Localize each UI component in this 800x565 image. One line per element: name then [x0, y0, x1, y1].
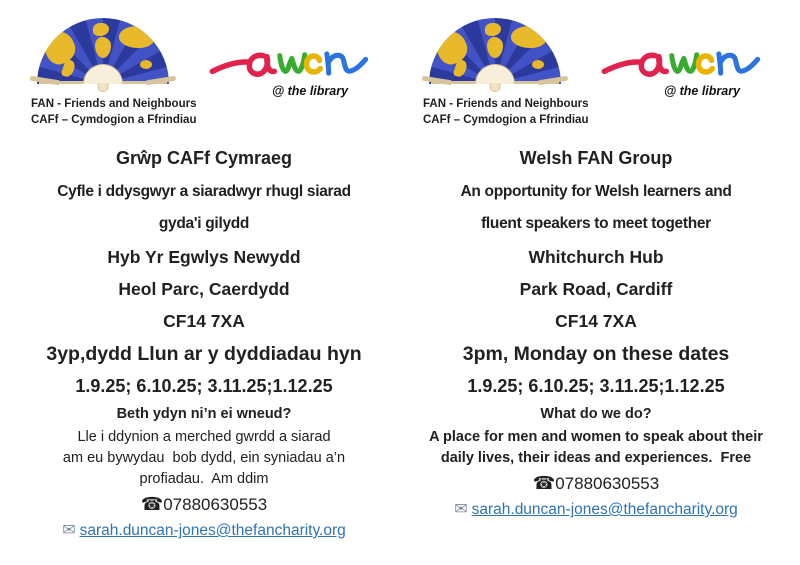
group-title: Grŵp CAFf Cymraeg [115, 148, 293, 168]
fan-logo [31, 18, 197, 128]
phone-line [10, 494, 398, 515]
fan-icon [429, 18, 561, 84]
fan-knob [98, 83, 109, 92]
fan-caption-line2: CAFf – Cymdogion a Ffrindiau [31, 113, 197, 126]
awen-letter-w [280, 55, 305, 72]
dates-line: 1.9.25; 6.10.25; 3.11.25;1.12.25 [75, 376, 333, 396]
phone-icon: ☎ [140, 494, 164, 515]
phone-number: 07880630553 [163, 495, 268, 515]
description-line: am eu bywydau bob dydd, ein syniadau a’n [62, 450, 346, 467]
venue-name: Whitchurch Hub [528, 247, 664, 267]
awen-logo [601, 18, 769, 98]
email-line [10, 520, 398, 540]
description-line: profiadau. Am ddim [139, 471, 269, 488]
schedule-line: 3yp,dydd Llun ar y dyddiadau hyn [46, 343, 362, 365]
world-map-blob [140, 60, 152, 69]
world-map-blob [485, 23, 501, 36]
awen-letter-a [212, 55, 274, 74]
venue-postcode: CF14 7XA [555, 311, 637, 331]
fan-icon [37, 18, 169, 84]
fan-caption-line1: FAN - Friends and Neighbours [31, 98, 197, 110]
description-line: Lle i ddynion a merched gwrdd a siarad [77, 429, 331, 445]
world-map-blob [118, 24, 156, 50]
venue-street: Park Road, Cardiff [519, 279, 673, 299]
world-map-blob [510, 24, 548, 50]
world-map-blob [95, 37, 111, 58]
schedule-line: 3pm, Monday on these dates [462, 343, 730, 365]
fan-knob [490, 83, 501, 92]
group-subtitle-line: fluent speakers to meet together [481, 215, 711, 232]
world-map-blob [487, 37, 503, 58]
awen-logo [209, 18, 377, 98]
what-we-do-heading: What do we do? [540, 406, 652, 422]
email-icon: ✉ [62, 522, 76, 540]
column-welsh [10, 14, 398, 565]
awen-letter-w [672, 55, 697, 72]
world-map-blob [93, 23, 109, 36]
fan-caption-line2: CAFf – Cymdogion a Ffrindiau [423, 113, 589, 126]
fan-caption [423, 97, 589, 128]
awen-letter-n [327, 54, 366, 73]
logo-row [10, 18, 398, 134]
awen-wordmark-icon [209, 40, 369, 88]
fan-caption [31, 97, 197, 128]
venue-street: Heol Parc, Caerdydd [118, 279, 290, 299]
email-link[interactable]: sarah.duncan-jones@thefancharity.org [79, 522, 346, 540]
email-link[interactable]: sarah.duncan-jones@thefancharity.org [471, 501, 738, 519]
awen-letter-a [604, 55, 666, 74]
column-english [402, 14, 790, 565]
phone-number: 07880630553 [555, 474, 660, 494]
group-title: Welsh FAN Group [519, 148, 673, 168]
description-line: daily lives, their ideas and experiences. Free [440, 450, 752, 467]
group-subtitle-line: Cyfle i ddysgwyr a siaradwyr rhugl siarad [57, 183, 351, 200]
awen-letter-e [698, 56, 712, 72]
fan-caption-line1: FAN - Friends and Neighbours [423, 98, 589, 110]
phone-line [402, 473, 790, 494]
venue-name: Hyb Yr Egwlys Newydd [107, 247, 301, 267]
fan-logo [423, 18, 589, 128]
awen-wordmark-icon [601, 40, 761, 88]
dates-line: 1.9.25; 6.10.25; 3.11.25;1.12.25 [467, 376, 725, 396]
email-line [402, 499, 790, 519]
group-subtitle-line: gyda'i gilydd [158, 215, 250, 232]
awen-letter-e [306, 56, 320, 72]
world-map-blob [532, 60, 544, 69]
email-icon: ✉ [454, 501, 468, 519]
what-we-do-heading: Beth ydyn ni’n ei wneud? [116, 406, 292, 422]
awen-letter-n [719, 54, 758, 73]
venue-postcode: CF14 7XA [163, 311, 245, 331]
phone-icon: ☎ [532, 473, 556, 494]
logo-row [402, 18, 790, 134]
awen-tagline: @ the library [663, 84, 741, 98]
description-line: A place for men and women to speak about their [429, 429, 763, 445]
group-subtitle-line: An opportunity for Welsh learners and [460, 183, 732, 200]
awen-tagline: @ the library [271, 84, 349, 98]
